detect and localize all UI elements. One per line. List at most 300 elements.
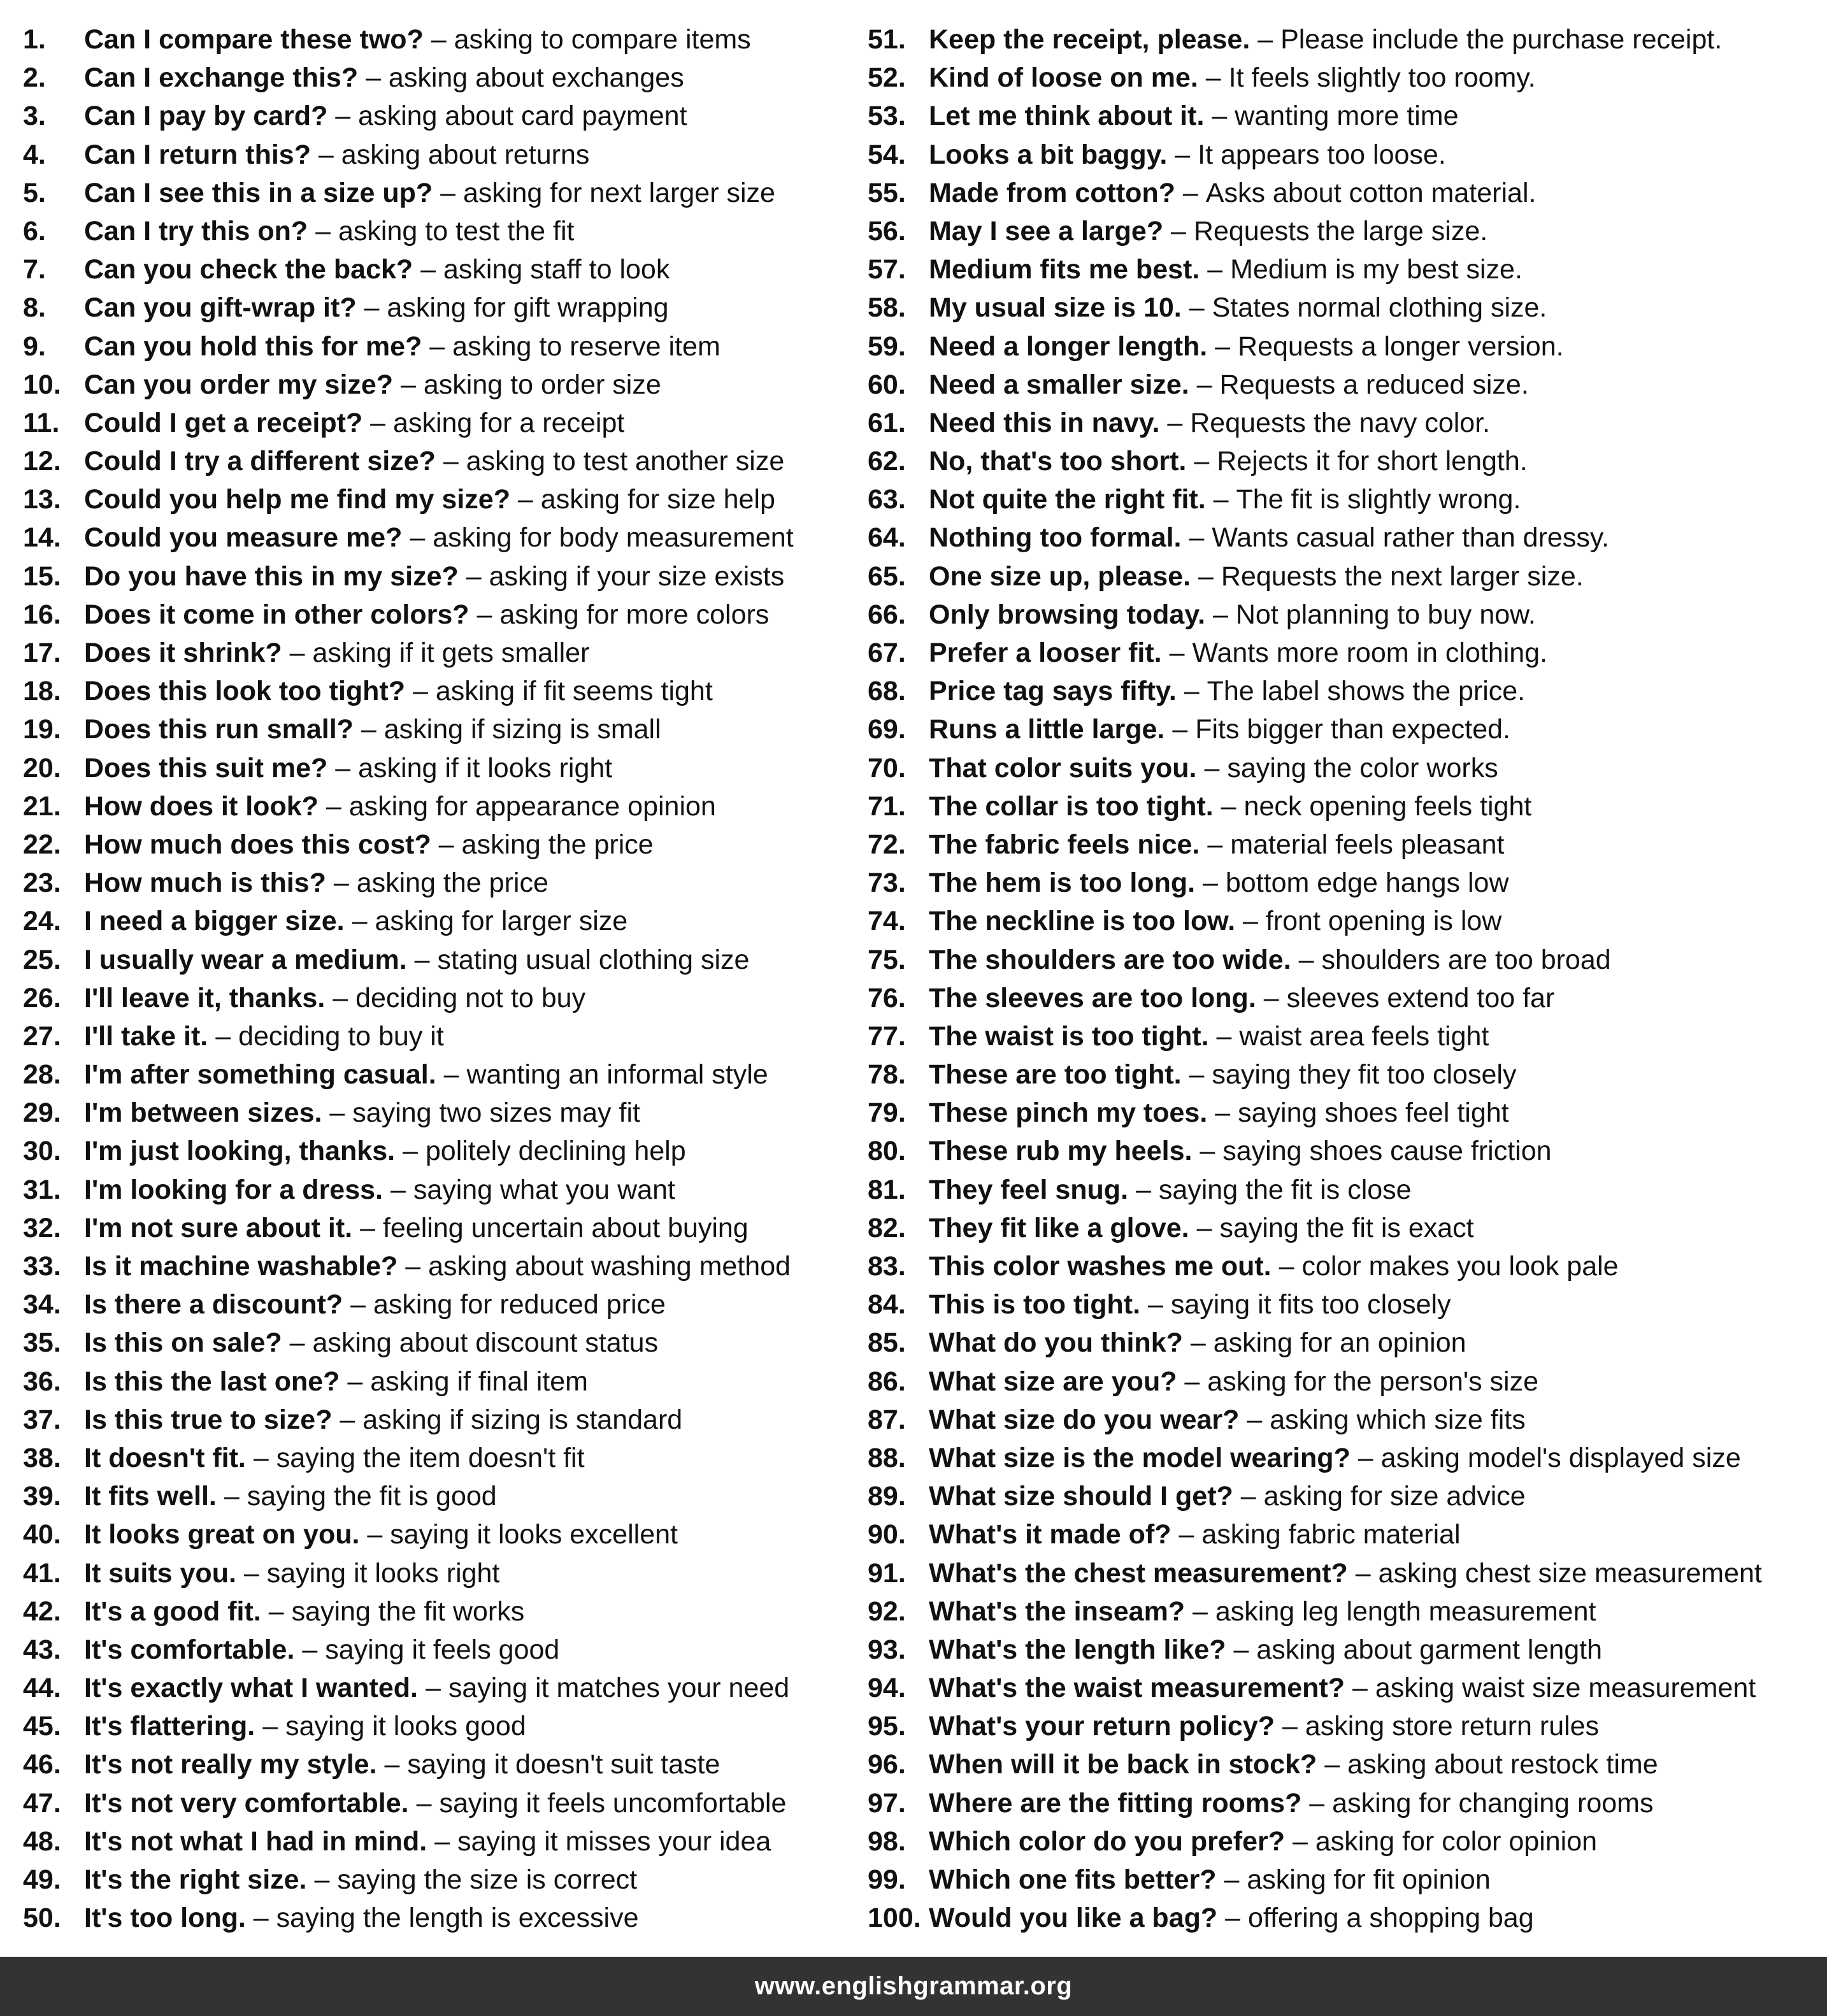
entry-phrase: What do you think? (929, 1327, 1183, 1359)
entry-separator: – (255, 1711, 286, 1742)
entry-phrase: Not quite the right fit. (929, 484, 1206, 515)
entry-phrase: Looks a bit baggy. (929, 139, 1168, 170)
entry-description: shoulders are too broad (1321, 944, 1611, 975)
entry-separator: – (1350, 1442, 1381, 1473)
entry-phrase: I'll leave it, thanks. (84, 982, 326, 1013)
entry-phrase: It's the right size. (84, 1864, 307, 1895)
phrase-entry (23, 596, 845, 634)
phrase-entry (23, 941, 845, 979)
phrase-entry (868, 826, 1817, 864)
entry-phrase: What's the inseam? (929, 1596, 1186, 1627)
entry-description: asking if sizing is small (383, 714, 661, 745)
entry-description: deciding to buy it (238, 1020, 444, 1052)
entry-separator: – (435, 446, 466, 477)
phrase-entry (868, 59, 1817, 97)
entry-phrase: I'm between sizes. (84, 1097, 322, 1129)
entry-description: asking about restock time (1347, 1749, 1658, 1780)
entry-description: saying the fit is close (1158, 1174, 1412, 1205)
entry-phrase: It's not very comfortable. (84, 1787, 409, 1819)
entry-phrase: The shoulders are too wide. (929, 944, 1291, 975)
phrase-entry (23, 710, 845, 748)
phrase-entry (868, 787, 1817, 826)
entry-number: 20. (23, 752, 61, 783)
phrase-entry (23, 480, 845, 518)
entry-description: asking waist size measurement (1375, 1673, 1756, 1704)
phrase-entry (23, 1592, 845, 1631)
entry-number: 17. (23, 638, 61, 668)
entry-separator: – (1291, 944, 1322, 975)
entry-separator: – (1233, 1481, 1264, 1512)
entry-number: 82. (868, 1212, 906, 1243)
entry-separator: – (1163, 215, 1194, 247)
phrase-entry (868, 212, 1817, 250)
entry-phrase: It's flattering. (84, 1711, 255, 1742)
entry-description: asking if final item (370, 1366, 588, 1397)
phrase-entry (868, 1822, 1817, 1861)
entry-description: asking for reduced price (373, 1289, 666, 1320)
phrase-entry (23, 1669, 845, 1707)
entry-description: saying it looks good (285, 1711, 526, 1742)
entry-separator: – (458, 561, 489, 592)
entry-description: saying it misses your idea (457, 1826, 771, 1857)
entry-separator: – (1191, 561, 1221, 592)
entry-number: 88. (868, 1442, 906, 1473)
entry-phrase: Made from cotton? (929, 177, 1175, 208)
entry-number: 86. (868, 1366, 906, 1397)
phrase-entry (868, 557, 1817, 596)
entry-number: 72. (868, 829, 906, 860)
entry-description: asking for next larger size (463, 177, 775, 208)
entry-number: 29. (23, 1097, 61, 1129)
phrase-entry (868, 289, 1817, 327)
entry-separator: – (208, 1020, 239, 1052)
entry-number: 16. (23, 599, 61, 630)
entry-description: saying two sizes may fit (352, 1097, 640, 1129)
entry-separator: – (1256, 982, 1287, 1013)
entry-phrase: I'll take it. (84, 1020, 208, 1052)
entry-number: 45. (23, 1711, 61, 1742)
entry-phrase: How does it look? (84, 790, 319, 822)
entry-phrase: Is this on sale? (84, 1327, 282, 1359)
entry-number: 58. (868, 292, 906, 324)
phrase-entry (23, 1515, 845, 1554)
entry-separator: – (306, 1864, 338, 1895)
phrase-entry (868, 1784, 1817, 1822)
entry-number: 24. (23, 906, 61, 937)
entry-description: Requests a longer version. (1238, 331, 1564, 362)
entry-number: 34. (23, 1289, 61, 1320)
entry-phrase: Could you help me find my size? (84, 484, 510, 515)
entry-description: asking for gift wrapping (387, 292, 669, 324)
entry-separator: – (1189, 369, 1220, 400)
entry-number: 43. (23, 1634, 61, 1665)
entry-number: 28. (23, 1059, 61, 1090)
entry-description: Asks about cotton material. (1205, 177, 1537, 208)
entry-separator: – (356, 292, 387, 324)
entry-separator: – (1200, 829, 1231, 860)
entry-description: Medium is my best size. (1230, 254, 1522, 285)
phrase-entry (868, 1554, 1817, 1592)
entry-phrase: Is it machine washable? (84, 1251, 398, 1282)
entry-separator: – (318, 790, 349, 822)
phrase-entry (868, 979, 1817, 1017)
entry-number: 80. (868, 1136, 906, 1167)
entry-number: 22. (23, 829, 61, 860)
entry-separator: – (1176, 676, 1207, 707)
phrase-entry (868, 1132, 1817, 1170)
entry-separator: – (418, 1673, 448, 1704)
entry-separator: – (376, 1749, 408, 1780)
entry-number: 51. (868, 24, 906, 55)
entry-separator: – (1164, 714, 1196, 745)
entry-number: 21. (23, 790, 61, 822)
phrase-entry (868, 864, 1817, 902)
entry-separator: – (413, 254, 443, 285)
phrase-entry (868, 1439, 1817, 1477)
entry-phrase: Can I see this in a size up? (84, 177, 433, 208)
entry-phrase: Is there a discount? (84, 1289, 343, 1320)
entry-phrase: What's the waist measurement? (929, 1673, 1345, 1704)
entry-phrase: These rub my heels. (929, 1136, 1193, 1167)
entry-separator: – (1159, 407, 1191, 438)
phrase-entry (868, 1631, 1817, 1669)
entry-description: saying it feels good (325, 1634, 560, 1665)
entry-phrase: What size is the model wearing? (929, 1442, 1351, 1473)
entry-number: 68. (868, 676, 906, 707)
phrase-entry (868, 480, 1817, 518)
entry-number: 81. (868, 1174, 906, 1205)
entry-separator: – (1213, 790, 1244, 822)
entry-phrase: It's a good fit. (84, 1596, 261, 1627)
entry-number: 7. (23, 254, 46, 285)
entry-phrase: It's exactly what I wanted. (84, 1673, 418, 1704)
entry-phrase: Can I pay by card? (84, 101, 328, 132)
entry-description: asking if your size exists (489, 561, 785, 592)
phrase-entry (23, 366, 845, 404)
entry-separator: – (433, 177, 464, 208)
phrase-entry (23, 902, 845, 940)
entry-phrase: Is this the last one? (84, 1366, 340, 1397)
entry-separator: – (1301, 1787, 1333, 1819)
entry-phrase: Prefer a looser fit. (929, 638, 1162, 668)
phrase-entry (868, 941, 1817, 979)
entry-phrase: It fits well. (84, 1481, 217, 1512)
entry-number: 27. (23, 1020, 61, 1052)
entry-phrase: I usually wear a medium. (84, 944, 407, 975)
entry-number: 90. (868, 1519, 906, 1550)
entry-number: 25. (23, 944, 61, 975)
entry-number: 1. (23, 24, 46, 55)
entry-description: neck opening feels tight (1243, 790, 1532, 822)
entry-phrase: It's not what I had in mind. (84, 1826, 427, 1857)
entry-description: asking about exchanges (388, 62, 684, 94)
entry-separator: – (469, 599, 500, 630)
phrase-entry (868, 404, 1817, 442)
entry-description: saying the fit is exact (1219, 1212, 1474, 1243)
entry-separator: – (236, 1557, 267, 1589)
entry-separator: – (406, 944, 438, 975)
phrase-entry (868, 174, 1817, 212)
entry-number: 73. (868, 868, 906, 899)
phrase-entry (868, 710, 1817, 748)
phrase-entry (23, 1477, 845, 1515)
entry-number: 5. (23, 177, 46, 208)
entry-phrase: Need a longer length. (929, 331, 1208, 362)
entry-number: 6. (23, 215, 46, 247)
entry-separator: – (245, 1442, 276, 1473)
phrase-entry (868, 1017, 1817, 1055)
entry-description: saying the length is excessive (276, 1903, 639, 1934)
phrase-entry (23, 59, 845, 97)
entry-phrase: This color washes me out. (929, 1251, 1272, 1282)
entry-description: saying it doesn't suit taste (407, 1749, 720, 1780)
entry-number: 60. (868, 369, 906, 400)
entry-description: The fit is slightly wrong. (1236, 484, 1521, 515)
entry-description: asking about discount status (312, 1327, 659, 1359)
entry-separator: – (1345, 1673, 1375, 1704)
entry-description: asking chest size measurement (1378, 1557, 1762, 1589)
entry-separator: – (1189, 1212, 1220, 1243)
entry-separator: – (405, 676, 436, 707)
entry-number: 39. (23, 1481, 61, 1512)
entry-phrase: Can you hold this for me? (84, 331, 422, 362)
entry-separator: – (408, 1787, 440, 1819)
entry-phrase: No, that's too short. (929, 446, 1187, 477)
entry-phrase: I need a bigger size. (84, 906, 345, 937)
entry-phrase: Only browsing today. (929, 599, 1206, 630)
entry-description: asking to reserve item (452, 331, 720, 362)
entry-number: 99. (868, 1864, 906, 1895)
phrase-entry (23, 826, 845, 864)
entry-number: 13. (23, 484, 61, 515)
entry-separator: – (1235, 906, 1266, 937)
entry-phrase: It looks great on you. (84, 1519, 360, 1550)
entry-phrase: Do you have this in my size? (84, 561, 459, 592)
entry-phrase: Does it come in other colors? (84, 599, 469, 630)
phrase-entry (868, 1171, 1817, 1209)
phrase-entry (868, 1592, 1817, 1631)
phrase-entry (868, 1745, 1817, 1784)
entry-separator: – (1204, 101, 1235, 132)
entry-separator: – (1207, 331, 1238, 362)
footer-website-link[interactable]: www.englishgrammar.org (754, 1972, 1073, 2000)
entry-number: 76. (868, 982, 906, 1013)
entry-phrase: Can you gift-wrap it? (84, 292, 357, 324)
entry-number: 41. (23, 1557, 61, 1589)
entry-description: saying the item doesn't fit (276, 1442, 585, 1473)
entry-description: It appears too loose. (1198, 139, 1446, 170)
phrase-entry (868, 1899, 1817, 1937)
entry-number: 84. (868, 1289, 906, 1320)
entry-separator: – (1182, 1327, 1214, 1359)
entry-number: 48. (23, 1826, 61, 1857)
entry-phrase: The waist is too tight. (929, 1020, 1209, 1052)
entry-phrase: What size do you wear? (929, 1404, 1240, 1435)
entry-description: asking for changing rooms (1332, 1787, 1654, 1819)
phrase-entry (868, 250, 1817, 289)
entry-separator: – (1196, 752, 1228, 783)
entry-phrase: My usual size is 10. (929, 292, 1182, 324)
entry-number: 71. (868, 790, 906, 822)
entry-separator: – (1205, 484, 1236, 515)
entry-description: Requests the navy color. (1190, 407, 1491, 438)
phrase-entry (23, 442, 845, 480)
entry-phrase: I'm looking for a dress. (84, 1174, 383, 1205)
entry-phrase: Could I get a receipt? (84, 407, 363, 438)
entry-number: 69. (868, 714, 906, 745)
entry-description: feeling uncertain about buying (382, 1212, 749, 1243)
phrase-list-left-column (23, 20, 845, 1937)
entry-description: asking for fit opinion (1247, 1864, 1491, 1895)
entry-number: 65. (868, 561, 906, 592)
entry-number: 91. (868, 1557, 906, 1589)
entry-separator: – (1186, 446, 1217, 477)
entry-phrase: What's your return policy? (929, 1711, 1275, 1742)
entry-description: asking fabric material (1201, 1519, 1461, 1550)
entry-phrase: It's comfortable. (84, 1634, 295, 1665)
entry-separator: – (245, 1903, 276, 1934)
phrase-entry (868, 902, 1817, 940)
entry-number: 18. (23, 676, 61, 707)
entry-separator: – (332, 1404, 363, 1435)
entry-number: 83. (868, 1251, 906, 1282)
entry-number: 50. (23, 1903, 61, 1934)
phrase-entry (868, 1669, 1817, 1707)
entry-separator: – (282, 638, 313, 668)
entry-description: asking for color opinion (1315, 1826, 1598, 1857)
entry-description: front opening is low (1265, 906, 1502, 937)
entry-separator: – (1161, 638, 1193, 668)
entry-number: 78. (868, 1059, 906, 1090)
entry-separator: – (326, 868, 357, 899)
entry-description: asking model's displayed size (1380, 1442, 1741, 1473)
phrase-entry (23, 1822, 845, 1861)
phrase-entry (23, 1707, 845, 1745)
phrase-entry (23, 749, 845, 787)
entry-phrase: Which color do you prefer? (929, 1826, 1286, 1857)
entry-description: saying it looks excellent (390, 1519, 678, 1550)
phrase-entry (868, 327, 1817, 366)
entry-number: 98. (868, 1826, 906, 1857)
entry-description: saying the color works (1227, 752, 1498, 783)
entry-phrase: It's too long. (84, 1903, 246, 1934)
entry-separator: – (1250, 24, 1281, 55)
entry-description: stating usual clothing size (437, 944, 750, 975)
phrase-entry (23, 518, 845, 557)
entry-phrase: It's not really my style. (84, 1749, 377, 1780)
entry-separator: – (1208, 1020, 1240, 1052)
entry-separator: – (1192, 1136, 1223, 1167)
phrase-entry (23, 1055, 845, 1094)
entry-phrase: Need a smaller size. (929, 369, 1189, 400)
entry-number: 79. (868, 1097, 906, 1129)
entry-separator: – (1239, 1404, 1270, 1435)
entry-description: waist area feels tight (1239, 1020, 1489, 1052)
phrase-entry (868, 1861, 1817, 1899)
entry-description: Rejects it for short length. (1217, 446, 1528, 477)
entry-separator: – (1128, 1174, 1159, 1205)
entry-number: 67. (868, 638, 906, 668)
entry-phrase: Could I try a different size? (84, 446, 436, 477)
entry-separator: – (1285, 1826, 1315, 1857)
entry-description: Requests a reduced size. (1219, 369, 1529, 400)
entry-description: saying it matches your need (448, 1673, 790, 1704)
entry-description: saying the size is correct (337, 1864, 638, 1895)
entry-phrase: These pinch my toes. (929, 1097, 1208, 1129)
phrase-entry (23, 1899, 845, 1937)
entry-number: 47. (23, 1787, 61, 1819)
phrase-entry (868, 1477, 1817, 1515)
phrase-entry (868, 596, 1817, 634)
entry-phrase: Does this suit me? (84, 752, 328, 783)
entry-number: 62. (868, 446, 906, 477)
entry-phrase: Medium fits me best. (929, 254, 1200, 285)
entry-phrase: Keep the receipt, please. (929, 24, 1250, 55)
entry-phrase: These are too tight. (929, 1059, 1182, 1090)
entry-description: asking the price (461, 829, 654, 860)
entry-separator: – (1185, 1596, 1215, 1627)
entry-description: asking for an opinion (1213, 1327, 1466, 1359)
entry-description: asking to test the fit (338, 215, 575, 247)
entry-description: The label shows the price. (1207, 676, 1526, 707)
entry-description: Fits bigger than expected. (1195, 714, 1510, 745)
entry-separator: – (436, 1059, 467, 1090)
entry-description: saying it looks right (266, 1557, 500, 1589)
entry-phrase: The hem is too long. (929, 868, 1196, 899)
entry-separator: – (1175, 177, 1206, 208)
phrase-entry (23, 864, 845, 902)
entry-description: asking for body measurement (433, 522, 794, 554)
entry-description: material feels pleasant (1230, 829, 1505, 860)
entry-number: 53. (868, 101, 906, 132)
phrase-entry (23, 1861, 845, 1899)
entry-phrase: Can you order my size? (84, 369, 394, 400)
entry-separator: – (1177, 1366, 1208, 1397)
entry-phrase: What's the chest measurement? (929, 1557, 1348, 1589)
phrase-entry (23, 1554, 845, 1592)
entry-phrase: Nothing too formal. (929, 522, 1182, 554)
entry-description: wanting more time (1235, 101, 1459, 132)
entry-number: 57. (868, 254, 906, 285)
entry-number: 8. (23, 292, 46, 324)
entry-phrase: I'm after something casual. (84, 1059, 436, 1090)
entry-phrase: I'm not sure about it. (84, 1212, 353, 1243)
entry-number: 92. (868, 1596, 906, 1627)
phrase-entry (23, 1324, 845, 1362)
entry-separator: – (308, 215, 338, 247)
entry-description: saying the fit works (291, 1596, 525, 1627)
entry-separator: – (216, 1481, 247, 1512)
entry-separator: – (1275, 1711, 1305, 1742)
phrase-entry (868, 1707, 1817, 1745)
phrase-entry (23, 672, 845, 710)
entry-phrase: They feel snug. (929, 1174, 1129, 1205)
phrase-entry (23, 1247, 845, 1285)
phrase-entry (23, 979, 845, 1017)
entry-phrase: Price tag says fifty. (929, 676, 1177, 707)
phrase-entry (868, 1515, 1817, 1554)
phrase-entry (23, 97, 845, 135)
entry-phrase: The neckline is too low. (929, 906, 1236, 937)
entry-description: asking about returns (341, 139, 590, 170)
entry-separator: – (358, 62, 389, 94)
entry-description: sleeves extend too far (1286, 982, 1555, 1013)
entry-number: 61. (868, 407, 906, 438)
entry-separator: – (1200, 254, 1231, 285)
entry-description: asking for more colors (499, 599, 770, 630)
entry-number: 64. (868, 522, 906, 554)
entry-description: asking about card payment (358, 101, 687, 132)
